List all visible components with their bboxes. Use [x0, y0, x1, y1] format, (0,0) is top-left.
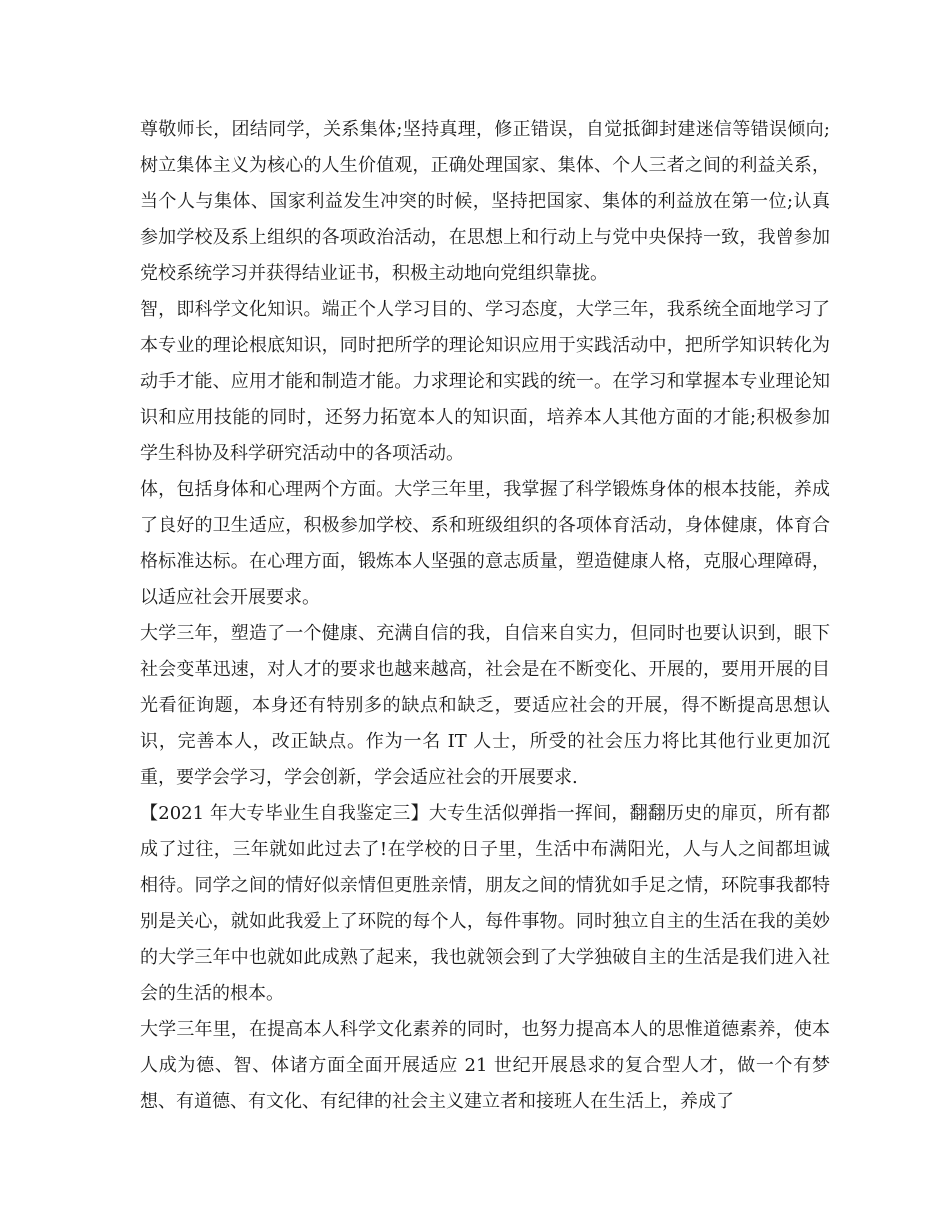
paragraph-appraisal-three: 【2021 年大专毕业生自我鉴定三】大专生活似弹指一挥间，翻翻历史的扉页，所有都成了过往，三年就如此过去了!在学校的日子里，生活中布满阳光，人与人之间都坦诚相待。同学之间的情好似亲情但更胜亲情，朋友之间的情犹如手足之情，环院事我都特别是关心，就如此我爱上了环院的每个人，每件事物。同时独立自主的生活在我的美妙的大学三年中也就如此成熟了起来，我也就领会到了大学独破自主的生活是我们进入社会的生活的根本。	[140, 803, 830, 1004]
paragraph-moral: 尊敬师长，团结同学，关系集体;坚持真理，修正错误，自觉抵御封建迷信等错误倾向;树立集体主义为核心的人生价值观，正确处理国家、集体、个人三者之间的利益关系，当个人与集体、国家利益发生冲突的时候，坚持把国家、集体的利益放在第一位;认真参加学校及系上组织的各项政治活动，在思想上和行动上与党中央保持一致，我曾参加党校系统学习并获得结业证书，积极主动地向党组织靠拢。	[140, 119, 830, 284]
paragraph-intellect: 智，即科学文化知识。端正个人学习目的、学习态度，大学三年，我系统全面地学习了本专业的理论根底知识，同时把所学的理论知识应用于实践活动中，把所学知识转化为动手才能、应用才能和制造才能。力求理论和实践的统一。在学习和掌握本专业理论知识和应用技能的同时，还努力拓宽本人的知识面，培养本人其他方面的才能;积极参加学生科协及科学研究活动中的各项活动。	[140, 299, 830, 464]
document-body	[140, 112, 830, 1120]
paragraph-physical: 体，包括身体和心理两个方面。大学三年里，我掌握了科学锻炼身体的根本技能，养成了良好的卫生适应，积极参加学校、系和班级组织的各项体育活动，身体健康，体育合格标准达标。在心理方面，锻炼本人坚强的意志质量，塑造健康人格，克服心理障碍，以适应社会开展要求。	[140, 479, 830, 608]
paragraph-summary: 大学三年，塑造了一个健康、充满自信的我，自信来自实力，但同时也要认识到，眼下社会变革迅速，对人才的要求也越来越高，社会是在不断变化、开展的，要用开展的目光看征询题，本身还有特别多的缺点和缺乏，要适应社会的开展，得不断提高思想认识，完善本人，改正缺点。作为一名 IT 人士，所受的社会压力将比其他行业更加沉重，要学会学习，学会创新，学会适应社会的开展要求.	[140, 623, 830, 788]
paragraph-three-years: 大学三年里，在提高本人科学文化素养的同时，也努力提高本人的思惟道德素养，使本人成为德、智、体诸方面全面开展适应 21 世纪开展恳求的复合型人才，做一个有梦想、有道德、有文化、有纪律的社会主义建立者和接班人在生活上，养成了	[140, 1019, 830, 1112]
